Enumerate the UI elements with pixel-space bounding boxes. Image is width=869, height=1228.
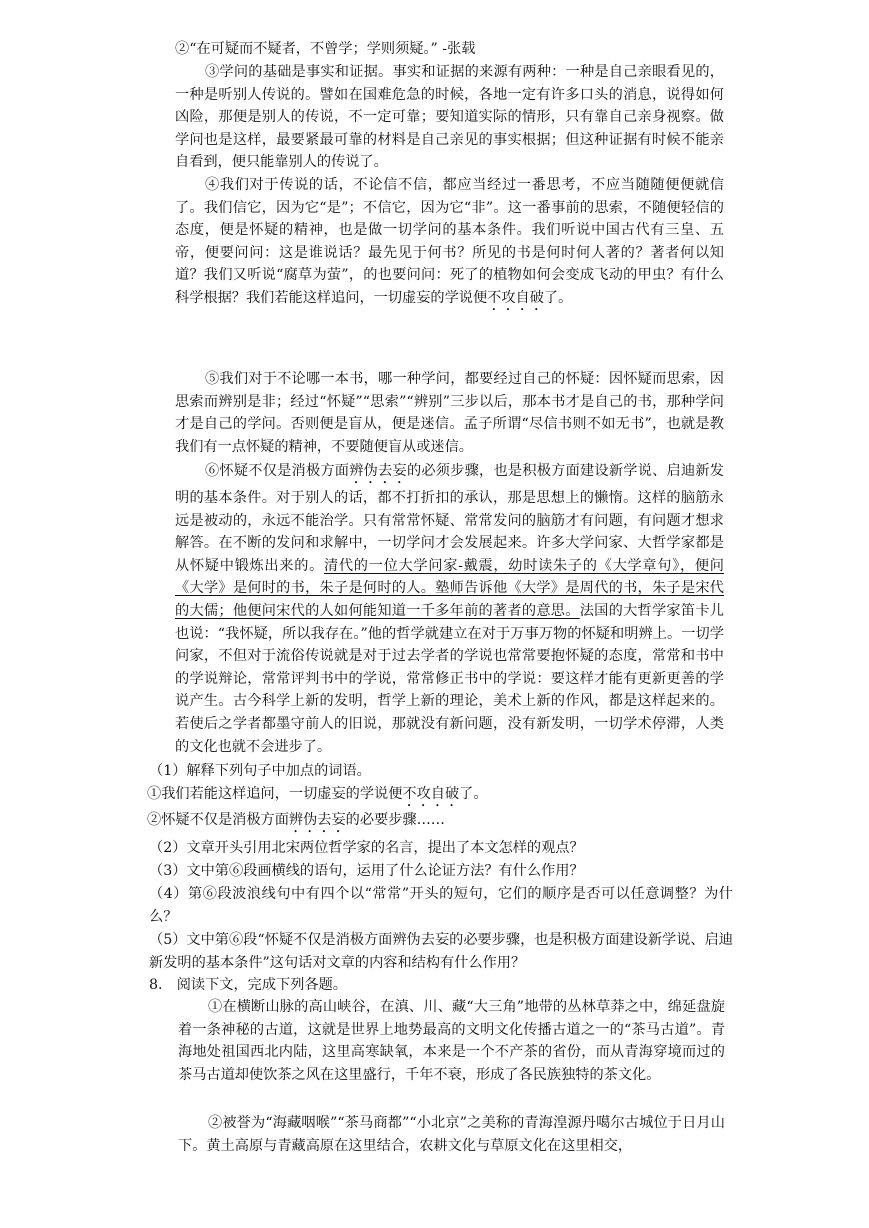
question-4-text: （4）第⑥段波浪线句中有四个以“常常”开头的短句，它们的顺序是否可以任意调整？为什么？ — [149, 886, 733, 925]
dotted-phrase: 辨伪去妄 — [288, 812, 346, 828]
section-8-paragraph-2-text: ②被誉为“海藏咽喉”“茶马商都”“小北京”之美称的青海湟源丹噶尔古城位于日月山下。黄土高原与青藏高原在这里结合，农耕文化与草原文化在这里相交， — [178, 1115, 725, 1154]
item-1-text: ①我们若能这样追问，一切虚妄的学说便 — [147, 786, 403, 802]
underlined-sentence: 清代的一位大学问家-戴震，幼时读朱子的《大学章句》，便问《大学》是何时的书，朱子是何时的人。塾师告诉他《大学》是周代的书，朱子是宋代的大儒；他便问宋代的人如何能知道一千多年前的著者的意思。 — [175, 557, 724, 619]
dotted-phrase: 不攻自破 — [487, 289, 544, 306]
section-8-paragraph-1 — [178, 996, 725, 1086]
item-2-text: ②怀疑不仅是消极方面 — [147, 812, 289, 828]
paragraph-6-text: ⑥怀疑不仅是消极方面 — [205, 463, 350, 479]
dotted-phrase: 辨伪去妄 — [349, 463, 407, 479]
paragraph-5-text: ⑤我们对于不论哪一本书，哪一种学问，都要经过自己的怀疑：因怀疑而思索，因思索而辨别是非；经过“怀疑”“思索”“辨别”三步以后，那本书才是自己的书，那种学问才是自己的学问。否则便是盲从，便是迷信。孟子所谓“尽信书则不如无书”，也就是教我们有一点怀疑的精神，不要随便盲从或迷信。 — [175, 371, 724, 455]
paragraph-5 — [175, 368, 724, 458]
question-3 — [149, 860, 733, 883]
section-8-heading-text: 8. 阅读下文，完成下列各题。 — [149, 977, 347, 993]
question-1-text: （1）解释下列句子中加点的词语。 — [149, 763, 371, 779]
paragraph-3 — [175, 61, 724, 174]
quote-zhangzai — [175, 38, 724, 61]
question-2 — [149, 837, 733, 860]
question-4 — [149, 883, 733, 928]
question-3-text: （3）文中第⑥段画横线的语句，运用了什么论证方法？有什么作用？ — [149, 863, 584, 879]
section-8-heading — [149, 974, 739, 997]
question-1-item-2 — [147, 809, 727, 836]
paragraph-6 — [175, 460, 724, 758]
question-5-text: （5）文中第⑥段“怀疑不仅是消极方面辨伪去妄的必要步骤，也是积极方面建设新学说、启迪新发明的基本条件”这句话对文章的内容和结构有什么作用？ — [149, 932, 733, 971]
dotted-phrase: 不攻自破 — [402, 786, 460, 802]
section-8-paragraph-2 — [178, 1112, 725, 1157]
question-1-item-1 — [147, 783, 727, 810]
question-5 — [149, 929, 733, 974]
question-1 — [149, 760, 733, 783]
quote-text: ②“在可疑而不疑者，不曾学；学则须疑。” -张载 — [175, 41, 476, 57]
paragraph-4-text: ④我们对于传说的话，不论信不信，都应当经过一番思考，不应当随随便便就信了。我们信它，因为它“是”；不信它，因为它“非”。这一番事前的思索，不随便轻信的态度，便是怀疑的精神，也是做一切学问的基本条件。我们听说中国古代有三皇、五帝，便要问问：这是谁说话？最先见于何书？所见的书是何时何人著的？著者何以知道？我们又听说“腐草为萤”，的也要问问：死了的植物如何会变成飞动的甲虫？有什么科学根据？我们若能这样追问，一切虚妄的学说便 — [175, 177, 724, 306]
paragraph-3-text: ③学问的基础是事实和证据。事实和证据的来源有两种：一种是自己亲眼看见的，一种是听别人传说的。譬如在国难危急的时候，各地一定有许多口头的消息，说得如何凶险，那便是别人的传说，不一定可靠；要知道实际的情形，只有靠自己亲身视察。做学问也是这样，最要紧最可靠的材料是自己亲见的事实根据；但这种证据有时候不能亲自看到，便只能靠别人的传说了。 — [175, 64, 724, 171]
paragraph-4 — [175, 174, 724, 314]
paragraph-6-text-3: 法国的大哲学家笛卡儿也说：“我怀疑，所以我存在。”他的哲学就建立在对于万事万物的怀疑和明辨上。一切学问家，不但对于流俗传说就是对于过去学者的学说也常常要抱怀疑的态度，常常和书中的学说辩论，常常评判书中的学说，常常修正书中的学说：要这样才能有更新更善的学说产生。古今科学上新的发明，哲学上新的理论，美术上新的作风，都是这样起来的。若使后之学者都墨守前人的旧说，那就没有新问题，没有新发明，一切学术停滞，人类的文化也就不会进步了。 — [175, 602, 724, 755]
item-2-end: 的必要步骤…… — [345, 812, 445, 828]
item-1-end: 了。 — [459, 786, 488, 802]
paragraph-4-end: 了。 — [543, 289, 573, 306]
question-2-text: （2）文章开头引用北宋两位哲学家的名言，提出了本文怎样的观点？ — [149, 840, 584, 856]
paragraph-6-text-2: 的必须步骤，也是积极方面建设新学说、启迪新发明的基本条件。对于别人的话，都不打折扣的承认，那是思想上的懒惰。这样的脑筋永远是被动的，永远不能治学。只有常常怀疑、常常发问的脑筋才有问题，有问题才想求解答。在不断的发问和求解中，一切学问才会发展起来。许多大学问家、大哲学家都是从怀疑中锻炼出来的。 — [175, 463, 724, 574]
section-8-paragraph-1-text: ①在横断山脉的高山峡谷，在滇、川、藏“大三角”地带的丛林草莽之中，绵延盘旋着一条神秘的古道，这就是世界上地势最高的文明文化传播古道之一的“茶马古道”。青海地处祖国西北内陆，这里高寒缺氧，本来是一个不产茶的省份，而从青海穿境而过的茶马古道却使饮茶之风在这里盛行，千年不衰，形成了各民族独特的茶文化。 — [178, 999, 725, 1083]
